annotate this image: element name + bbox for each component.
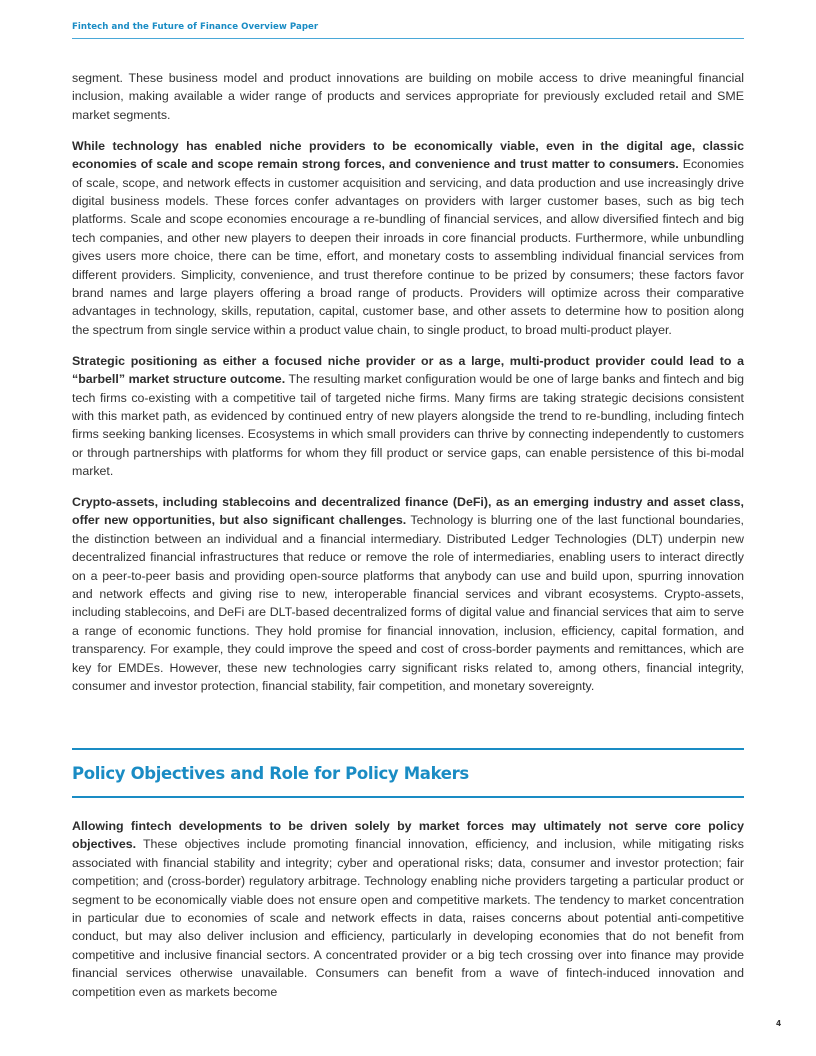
section-rule-bottom — [72, 796, 744, 798]
paragraph-text: Technology is blurring one of the last functional boundaries, the distinction between an individual and a financial intermediary. Distributed Ledger Technologies (DLT) underpin new decentralized financial infrastructures that reduce or remove the role of intermediaries, enabling users to interact directly on a peer-to-peer basis and providing open-source platforms that anybody can use and build upon, spurring innovation and network effects and giving rise to new, interoperable financial services and vibrant ecosystems. Crypto-assets, including stablecoins, and DeFi are DLT-based decentralized forms of digital value and financial services that aim to serve a range of economic functions. They hold promise for financial innovation, inclusion, efficiency, capital formation, and transparency. For example, they could improve the speed and cost of cross-border payments and remittances, which are key for EMDEs. However, these new technologies carry significant risks related to, among others, financial integrity, consumer and investor protection, financial stability, fair competition, and monetary sovereignty. — [72, 513, 745, 694]
section-heading-block — [72, 748, 744, 798]
header-title: Fintech and the Future of Finance Overview Paper — [72, 22, 319, 32]
section-body-text — [72, 817, 744, 1014]
paragraph-text: These objectives include promoting financial innovation, efficiency, and inclusion, while mitigating risks associated with financial stability and integrity; cyber and operational risks; data, consumer and investor protection; fair competition; and (cross-border) regulatory arbitrage. Technology enabling niche providers targeting a particular product or segment to be economically viable does not ensure open and competitive markets. The tendency to market concentration in particular due to economies of scale and network effects in data, raises concerns about potential anti-competitive conduct, but may also deliver inclusion and efficiency, particularly in developing economies that do not benefit from competitive and inclusive financial sectors. A concentrated provider or a big tech crossing over into finance may provide financial services otherwise unavailable. Consumers can benefit from a wave of fintech-induced innovation and competition even as markets become — [72, 837, 744, 999]
running-header — [72, 22, 744, 39]
section-rule-top — [72, 748, 744, 750]
page-number: 4 — [776, 1019, 782, 1028]
paragraph — [72, 817, 744, 1001]
paragraph — [72, 137, 744, 339]
paragraph-lead: Strategic positioning as either a focused niche provider or as a large, multi-product provider could lead to a “barbell” market structure outcome. — [72, 353, 744, 387]
paragraph-text: Economies of scale, scope, and network effects in customer acquisition and servicing, and data production and use increasingly drive digital business models. These forces confer advantages on providers with larger customer bases, such as big tech platforms. Scale and scope economies encourage a re-bundling of financial services, and allow diversified fintech and big tech companies, and other new players to deepen their inroads in core financial products. Furthermore, while unbundling gives users more choice, there can be time, effort, and monetary costs to assembling individual financial services from different providers. Simplicity, convenience, and trust therefore continue to be prized by consumers; these factors favor brand names and large players offering a broad range of products. Providers will optimize across their comparative advantages in technology, skills, reputation, capital, customer base, and other assets to determine how to position along the spectrum from single service within a product value chain, to single product, to broad multi-product player. — [72, 157, 744, 337]
paragraph — [72, 352, 744, 481]
paragraph-lead: Crypto-assets, including stablecoins and decentralized finance (DeFi), as an emerging industry and asset class, offer new opportunities, but also significant challenges. — [72, 495, 744, 528]
header-rule — [72, 38, 744, 39]
paragraph-lead: While technology has enabled niche providers to be economically viable, even in the digital age, classic economies of scale and scope remain strong forces, and convenience and trust matter to consumers. — [72, 138, 744, 172]
body-text — [72, 69, 744, 708]
paragraph-lead: Allowing fintech developments to be driven solely by market forces may ultimately not serve core policy objectives. — [72, 819, 744, 852]
paragraph — [72, 493, 744, 695]
paragraph-text: The resulting market configuration would be one of large banks and fintech and big tech firms co-existing with a competitive tail of targeted niche firms. Many firms are taking strategic decisions consistent with this market path, as evidenced by continued entry of new players alongside the trend to re-bundling, including fintech firms seeking banking licenses. Ecosystems in which small providers can thrive by connecting independently to customers or through partnerships with platforms for whom they fill product or service gaps, can enable persistence of this bi-modal market. — [72, 372, 745, 479]
paragraph — [72, 69, 744, 124]
section-title: Policy Objectives and Role for Policy Makers — [72, 764, 469, 783]
paragraph-text: segment. These business model and product innovations are building on mobile access to drive meaningful financial inclusion, making available a wider range of products and services appropriate for previously excluded retail and SME market segments. — [72, 71, 744, 122]
